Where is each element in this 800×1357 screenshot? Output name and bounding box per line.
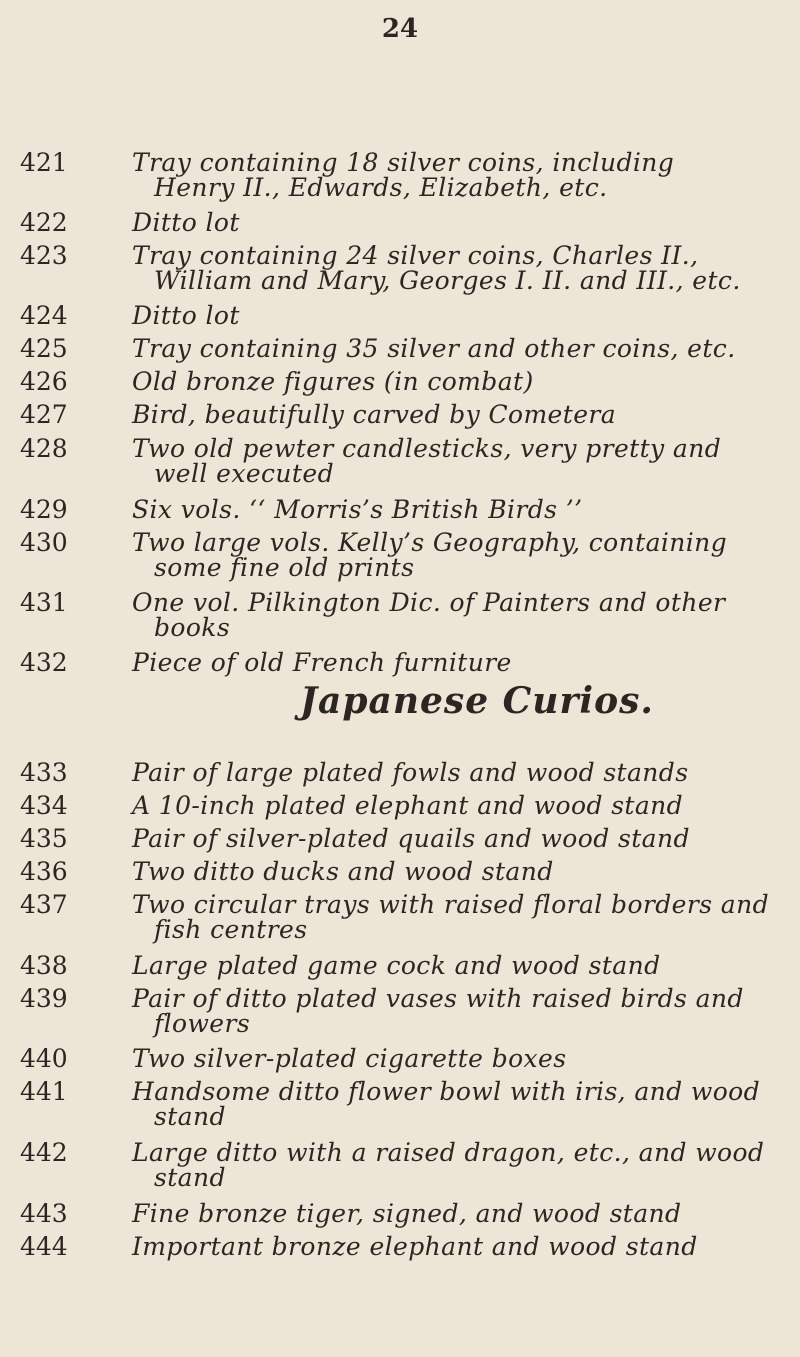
lot-description: Piece of old French furniture: [132, 648, 512, 677]
lot-number: 437: [20, 890, 68, 919]
lot-number: 433: [20, 758, 68, 787]
lot-description: Two silver-plated cigarette boxes: [132, 1044, 567, 1073]
lot-number: 438: [20, 951, 68, 980]
lot-number: 422: [20, 208, 68, 237]
lot-number: 434: [20, 791, 68, 820]
lot-number: 426: [20, 367, 68, 396]
lot-number: 425: [20, 334, 68, 363]
lot-number: 423: [20, 241, 68, 270]
page-number: 24: [381, 14, 419, 44]
lot-number: 436: [20, 857, 68, 886]
lot-number: 441: [20, 1077, 68, 1106]
lot-description: Ditto lot: [132, 208, 240, 237]
lot-description: Two large vols. Kelly’s Geography, containing some fine old prints: [132, 528, 728, 582]
lot-description: Important bronze elephant and wood stand: [132, 1232, 698, 1261]
lot-description: Six vols. ‘‘ Morris’s British Birds ’’: [132, 495, 583, 524]
lot-description: Ditto lot: [132, 301, 240, 330]
lot-description: Handsome ditto flower bowl with iris, and wood stand: [132, 1077, 761, 1131]
lot-number: 444: [20, 1232, 68, 1261]
lot-number: 429: [20, 495, 68, 524]
lot-description: Pair of ditto plated vases with raised birds and flowers: [132, 984, 744, 1038]
lot-number: 439: [20, 984, 68, 1013]
lot-description: Pair of large plated fowls and wood stands: [132, 758, 689, 787]
lot-number: 442: [20, 1138, 68, 1167]
lot-number: 427: [20, 400, 68, 429]
lot-number: 430: [20, 528, 68, 557]
lot-number: 435: [20, 824, 68, 853]
lot-number: 424: [20, 301, 68, 330]
lot-description: Large ditto with a raised dragon, etc., and wood stand: [132, 1138, 765, 1192]
lot-number: 443: [20, 1199, 68, 1228]
lot-description: Tray containing 18 silver coins, including Henry II., Edwards, Elizabeth, etc.: [132, 148, 675, 202]
lot-number: 432: [20, 648, 68, 677]
lot-description: Old bronze figures (in combat): [132, 367, 534, 396]
lot-description: Large plated game cock and wood stand: [132, 951, 661, 980]
lot-description: One vol. Pilkington Dic. of Painters and other books: [132, 588, 726, 642]
lot-description: A 10-inch plated elephant and wood stand: [132, 791, 684, 820]
lot-number: 431: [20, 588, 68, 617]
section-heading: Japanese Curios.: [300, 680, 654, 722]
lot-description: Tray containing 35 silver and other coins, etc.: [132, 334, 736, 363]
lot-description: Two circular trays with raised floral borders and fish centres: [132, 890, 769, 944]
lot-number: 440: [20, 1044, 68, 1073]
lot-description: Tray containing 24 silver coins, Charles II., William and Mary, Georges I. II. and III., etc.: [132, 241, 741, 295]
lot-description: Bird, beautifully carved by Cometera: [132, 400, 617, 429]
lot-description: Fine bronze tiger, signed, and wood stand: [132, 1199, 682, 1228]
lot-description: Two old pewter candlesticks, very pretty and well executed: [132, 434, 722, 488]
lot-number: 428: [20, 434, 68, 463]
lot-description: Pair of silver-plated quails and wood stand: [132, 824, 690, 853]
lot-number: 421: [20, 148, 68, 177]
lot-description: Two ditto ducks and wood stand: [132, 857, 554, 886]
